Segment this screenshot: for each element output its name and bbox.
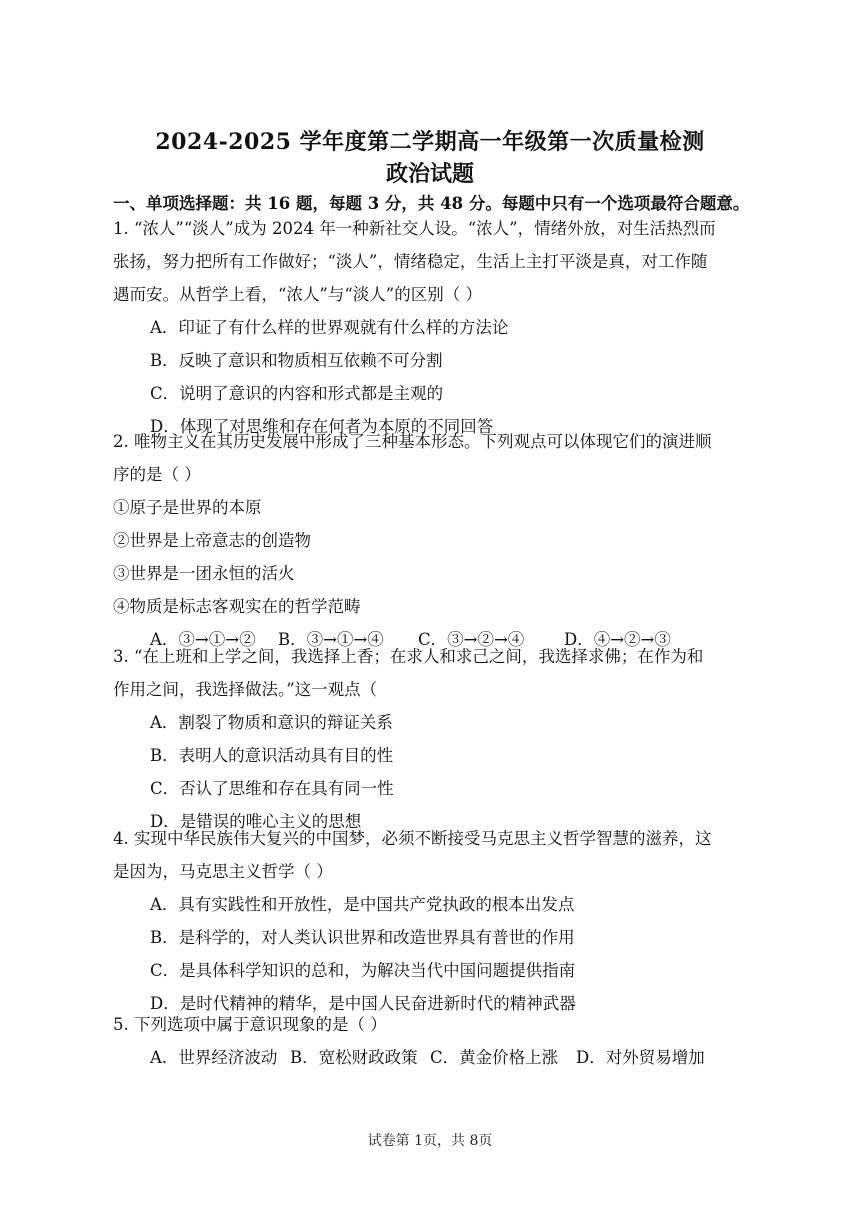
question-2-line-2: 序的是（ ） <box>113 465 201 484</box>
question-1-line-1: 1. “浓人”“淡人”成为 2024 年一种新社交人设。“浓人”，情绪外放，对生活热烈而 <box>113 219 716 238</box>
question-4-option-a: A．具有实践性和开放性，是中国共产党执政的根本出发点 <box>150 895 575 914</box>
question-2-option-d: D．④→②→③ <box>564 630 671 649</box>
question-5-option-c: C．黄金价格上涨 <box>430 1048 559 1067</box>
question-2 <box>113 425 743 656</box>
question-2-line-1: 2. 唯物主义在其历史发展中形成了三种基本形态。下列观点可以体现它们的演进顺 <box>113 432 712 451</box>
question-2-option-b: B．③→①→④ <box>278 630 384 649</box>
question-4-option-c: C．是具体科学知识的总和，为解决当代中国问题提供指南 <box>150 961 576 980</box>
question-4-option-b: B．是科学的，对人类认识世界和改造世界具有普世的作用 <box>150 928 575 947</box>
question-3-option-b: B．表明人的意识活动具有目的性 <box>150 746 394 765</box>
question-4 <box>113 822 743 1020</box>
question-1-option-a: A．印证了有什么样的世界观就有什么样的方法论 <box>150 318 509 337</box>
question-2-option-c: C．③→②→④ <box>418 630 525 649</box>
question-2-statement-4: ④物质是标志客观实在的哲学范畴 <box>113 597 361 616</box>
question-5-options <box>113 1041 743 1074</box>
question-5 <box>113 1008 743 1074</box>
question-2-statement-3: ③世界是一团永恒的活火 <box>113 564 295 583</box>
question-4-line-2: 是因为，马克思主义哲学（ ） <box>113 862 333 881</box>
question-1-option-c: C．说明了意识的内容和形式都是主观的 <box>150 384 444 403</box>
question-2-statement-2: ②世界是上帝意志的创造物 <box>113 531 311 550</box>
question-5-option-b: B．宽松财政政策 <box>290 1048 418 1067</box>
exam-subtitle: 政治试题 <box>385 161 474 187</box>
question-3-option-a: A．割裂了物质和意识的辩证关系 <box>150 713 393 732</box>
question-5-option-a: A．世界经济波动 <box>150 1048 278 1067</box>
question-1 <box>113 212 743 443</box>
question-1-line-3: 遇而安。从哲学上看，“浓人”与“淡人”的区别（ ） <box>113 285 482 304</box>
question-2-option-a: A．③→①→② <box>150 630 256 649</box>
question-2-statement-1: ①原子是世界的本原 <box>113 498 262 517</box>
question-1-line-2: 张扬，努力把所有工作做好；“淡人”，情绪稳定，生活上主打平淡是真，对工作随 <box>113 252 708 271</box>
question-1-option-b: B．反映了意识和物质相互依赖不可分割 <box>150 351 443 370</box>
question-3-option-c: C．否认了思维和存在具有同一性 <box>150 779 394 798</box>
question-1-option-d: D．体现了对思维和存在何者为本原的不同回答 <box>150 417 494 436</box>
question-5-option-d: D．对外贸易增加 <box>576 1048 705 1067</box>
section-heading: 一、单项选择题：共 16 题，每题 3 分，共 48 分。每题中只有一个选项最符合题意。 <box>113 194 750 213</box>
question-3 <box>113 640 743 838</box>
page-footer: 试卷第 1页，共 8页 <box>367 1133 493 1149</box>
question-3-option-d: D．是错误的唯心主义的思想 <box>150 812 362 831</box>
question-4-option-d: D．是时代精神的精华，是中国人民奋进新时代的精神武器 <box>150 994 576 1013</box>
exam-title: 2024-2025 学年度第二学期高一年级第一次质量检测 <box>155 129 705 155</box>
question-4-line-1: 4. 实现中华民族伟大复兴的中国梦，必须不断接受马克思主义哲学智慧的滋养，这 <box>113 829 712 848</box>
question-5-line-1: 5. 下列选项中属于意识现象的是（ ） <box>113 1015 387 1034</box>
question-3-line-2: 作用之间，我选择做法。”这一观点（ <box>113 680 378 699</box>
question-3-line-1: 3. “在上班和上学之间，我选择上香；在求人和求己之间，我选择求佛；在作为和 <box>113 647 704 666</box>
